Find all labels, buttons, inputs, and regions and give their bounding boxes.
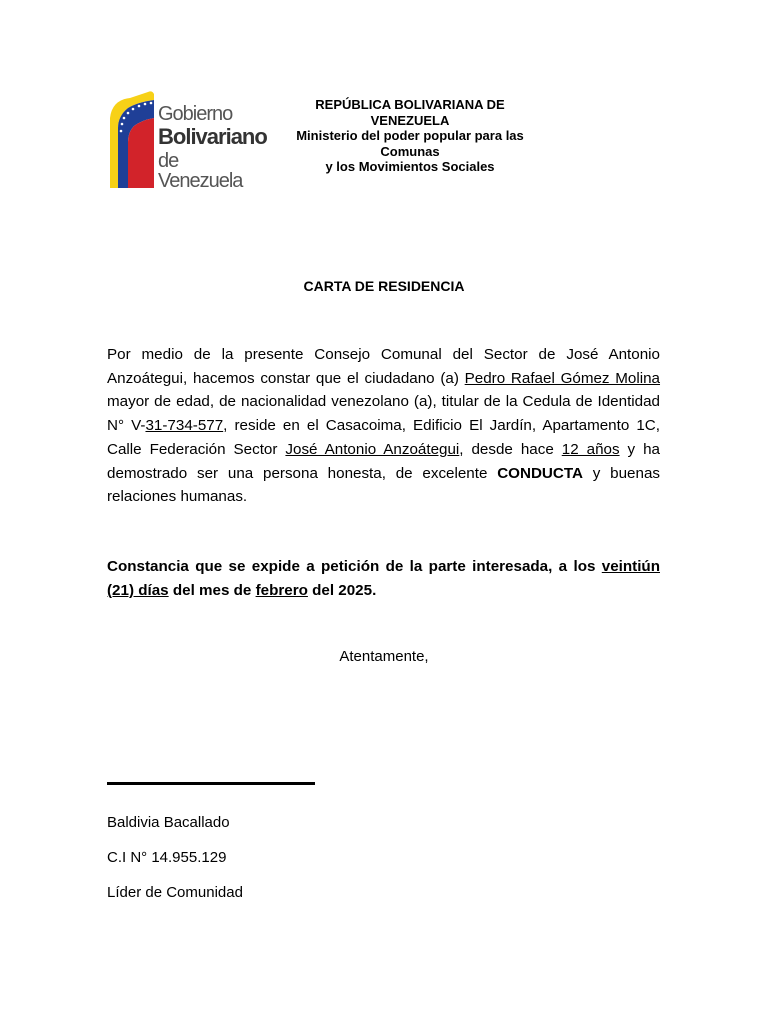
- signer-id: C.I N° 14.955.129: [107, 849, 227, 866]
- constancia-text: del mes de: [168, 581, 256, 599]
- constancia-paragraph: [107, 555, 660, 602]
- conduct-word: CONDUCTA: [497, 464, 583, 482]
- letterhead-ministry: Ministerio del poder popular para las Comunas: [296, 128, 524, 159]
- signature-line: [107, 782, 315, 785]
- citizen-name: Pedro Rafael Gómez Molina: [464, 369, 661, 387]
- logo-line-1: Gobierno: [158, 103, 233, 125]
- logo-line-3: de Venezuela: [158, 150, 243, 192]
- signer-name: Baldivia Bacallado: [107, 814, 230, 831]
- gobierno-bolivariano-logo: [108, 88, 267, 192]
- signer-role: Líder de Comunidad: [107, 884, 243, 901]
- sector-name: José Antonio Anzoátegui: [285, 440, 460, 458]
- body-text: , reside en el Casacoima, Edificio El Jardín, Apartamento 1C, Calle Federación Sector: [107, 417, 660, 458]
- body-text: mayor de edad, de nacionalidad venezolano (a), titular de la Cedula de Identidad N° V-: [107, 393, 660, 435]
- issue-month: febrero: [255, 581, 308, 599]
- letterhead-republic: REPÚBLICA BOLIVARIANA DE VENEZUELA: [315, 97, 505, 128]
- issue-day: veintiún (21) días: [107, 558, 660, 599]
- letterhead: [280, 97, 540, 190]
- body-text: y buenas relaciones humanas.: [107, 464, 660, 506]
- id-number: 31-734-577: [145, 417, 224, 435]
- body-text: Por medio de la presente Consejo Comunal del Sector de José Antonio Anzoátegui, hacemos constar que el ciudadano (a): [107, 346, 660, 387]
- years-residence: 12 años: [561, 440, 620, 458]
- logo-line-2: Bolivariano: [158, 124, 267, 149]
- constancia-text: del 2025.: [307, 581, 377, 599]
- letterhead-ministry-cont: y los Movimientos Sociales: [325, 159, 495, 174]
- closing-salutation: Atentamente,: [339, 648, 429, 665]
- logo-wordmark: [158, 104, 267, 191]
- flag-emblem-icon: [108, 88, 156, 192]
- constancia-text: Constancia que se expide a petición de la parte interesada, a los: [107, 558, 602, 575]
- document-title: CARTA DE RESIDENCIA: [303, 278, 465, 294]
- body-text: , desde hace: [459, 440, 562, 458]
- body-text: y ha demostrado ser una persona honesta, de excelente: [107, 440, 660, 482]
- body-paragraph: [107, 343, 660, 509]
